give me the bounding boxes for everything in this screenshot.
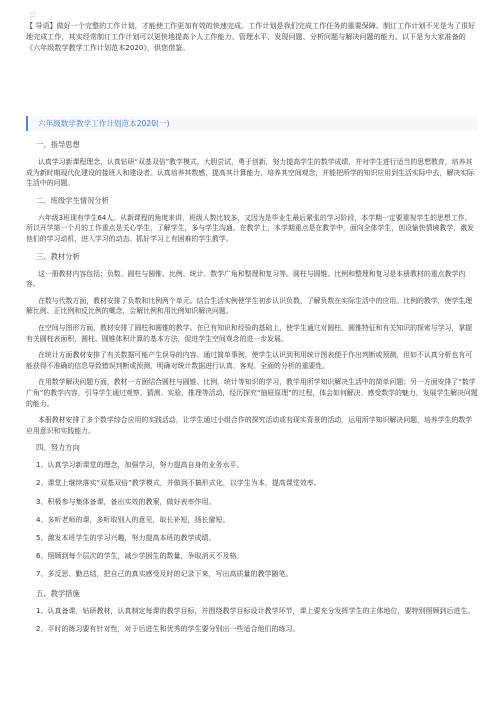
- list-item: 2、课堂上继续落实“双基双倍”教学模式，并做到不搞形式化，以学生为本，提高课堂效率。: [36, 479, 321, 488]
- section-title-bar: [26, 116, 478, 131]
- list-item: 2、平时的练习要有针对性，对于后进生和优秀的学生要分别出一些适合他们的练习。: [36, 624, 300, 633]
- body-paragraph: 在数与代数方面，教材安排了负数和比例两个单元。结合生活实例使学生初步认识负数，了解负数在实际生活中的应用。比例的教学，使学生理解比例、正比例和反比例的概念，会解比例和用比例知识解决问题。: [26, 296, 473, 316]
- list-item: 1、认真备课，钻研教材，认真制定每课的教学目标，并围绕教学目标设计教学环节，课上要充分发挥学生的主体地位，要特别照顾到后进生。: [36, 606, 475, 615]
- body-paragraph: 六年级3班现有学生64人。从新课程的角度来讲，班级人数比较多，又因为是毕业生最后紧张的学习阶段，本学期一定要重视学生的思想工作。所以开学第一个月的工作重点是关心学生，了解学生，多与学生沟通。在教学上，本学期重点是在教学中，面向全体学生，创设愉快情境教学，激发他们的学习动机，进入学习的动态。抓好学习上有困难的学生教学。: [26, 213, 474, 243]
- body-paragraph: 认真学习新课程理念，认真钻研“双基双倍”教学模式，大胆尝试，勇于创新，努力提高学生的数学成绩，并对学生进行适当的思想教育，培养其成为新时期现代化建设的接班人和建设者。认真培养其数感，提高其计算能力，培养其空间观念，并能把所学的知识应用到生活实际中去，解决实际生活中的问题。: [26, 158, 474, 188]
- checkbox-icon: ☐: [30, 12, 36, 19]
- list-item: 6、照顾到每个层次的学生，减少学困生的数量，争取消灭不及格。: [36, 552, 244, 561]
- section-heading: 一、指导思想: [36, 140, 80, 149]
- section-heading: 四、努力方向: [36, 443, 80, 453]
- list-item: 7、多反思、勤总结，把自己的真实感受及时的记录下来，写出高质量的教学随笔。: [36, 570, 293, 579]
- list-item: 3、积极参与集体备课，备出实效的教案，做好表率作用。: [36, 497, 216, 506]
- body-paragraph: 在空间与图形方面，教材安排了圆柱和圆锥的教学。在已有知识和经验的基础上，使学生通过对圆柱、圆锥特征和有关知识的探索与学习，掌握有关圆柱表面积、圆柱、圆锥体积计算的基本方法，促进学生空间观念的进一步发展。: [26, 323, 473, 343]
- body-paragraph: 在用数学解决问题方面，教材一方面结合圆柱与圆锥、比例、统计等知识的学习，教学用所学知识解决生活中的简单问题；另一方面安排了“数学广角”的教学内容，引导学生通过观察、猜测、实验、推理等活动，经历探究“抽屉原理”的过程，体会如何解决、感受数学的魅力，发展学生解决问题的能力。: [26, 378, 478, 408]
- list-item: 5、激发本班学生的学习兴趣，努力提高本班的教学成绩。: [36, 534, 216, 543]
- intro-paragraph: 【 导语】做好一个完整的工作计划，才能使工作更加有效的快速完成。工作计划是我们完成工作任务的重要保障。制订工作计划不光是为了很好地完成工作，其实经常制订工作计划可以更快地提高个人工作能力、管理水平、发现问题、分析问题与解决问题的能力。以下是为大家准备的《六年级数学教学工作计划范本2020》，供您借鉴。: [26, 21, 476, 53]
- body-paragraph: 本册教材安排了多个数学综合应用的实践活动，让学生通过小组合作的探究活动或有现实背景的活动，运用所学知识解决问题，培养学生的数学应用意识和实践能力。: [26, 416, 473, 435]
- section-title: 六年级数学教学工作计划范本2020(一): [38, 119, 170, 128]
- list-item: 1、认真学习新课堂的理念，加强学习，努力提高自身的业务水平。: [36, 461, 244, 470]
- section-heading: 二、班级学生情况分析: [36, 195, 109, 205]
- section-heading: 五、教学措施: [36, 588, 80, 598]
- article-content: [26, 139, 478, 642]
- body-paragraph: 这一册教材内容包括：负数、圆柱与圆锥、比例、统计、数学广角和整理和复习等。圆柱与圆锥、比例和整理和复习是本册教材的重点教学内容。: [26, 269, 466, 289]
- list-item: 4、多听老师的课，多听取别人的意见，取长补短，扬长避短。: [36, 515, 230, 524]
- body-paragraph: 在统计方面教材安排了有关数据可能产生误导的内容。通过简单事例，使学生认识到利用统计图表便于作出判断或预测，但如不认真分析也有可能获得不准确的信息导致错误判断或预测，明确对统计数据进行认真、客观、全面的分析的重要性。: [26, 351, 473, 370]
- section-heading: 三、教材分析: [36, 251, 80, 261]
